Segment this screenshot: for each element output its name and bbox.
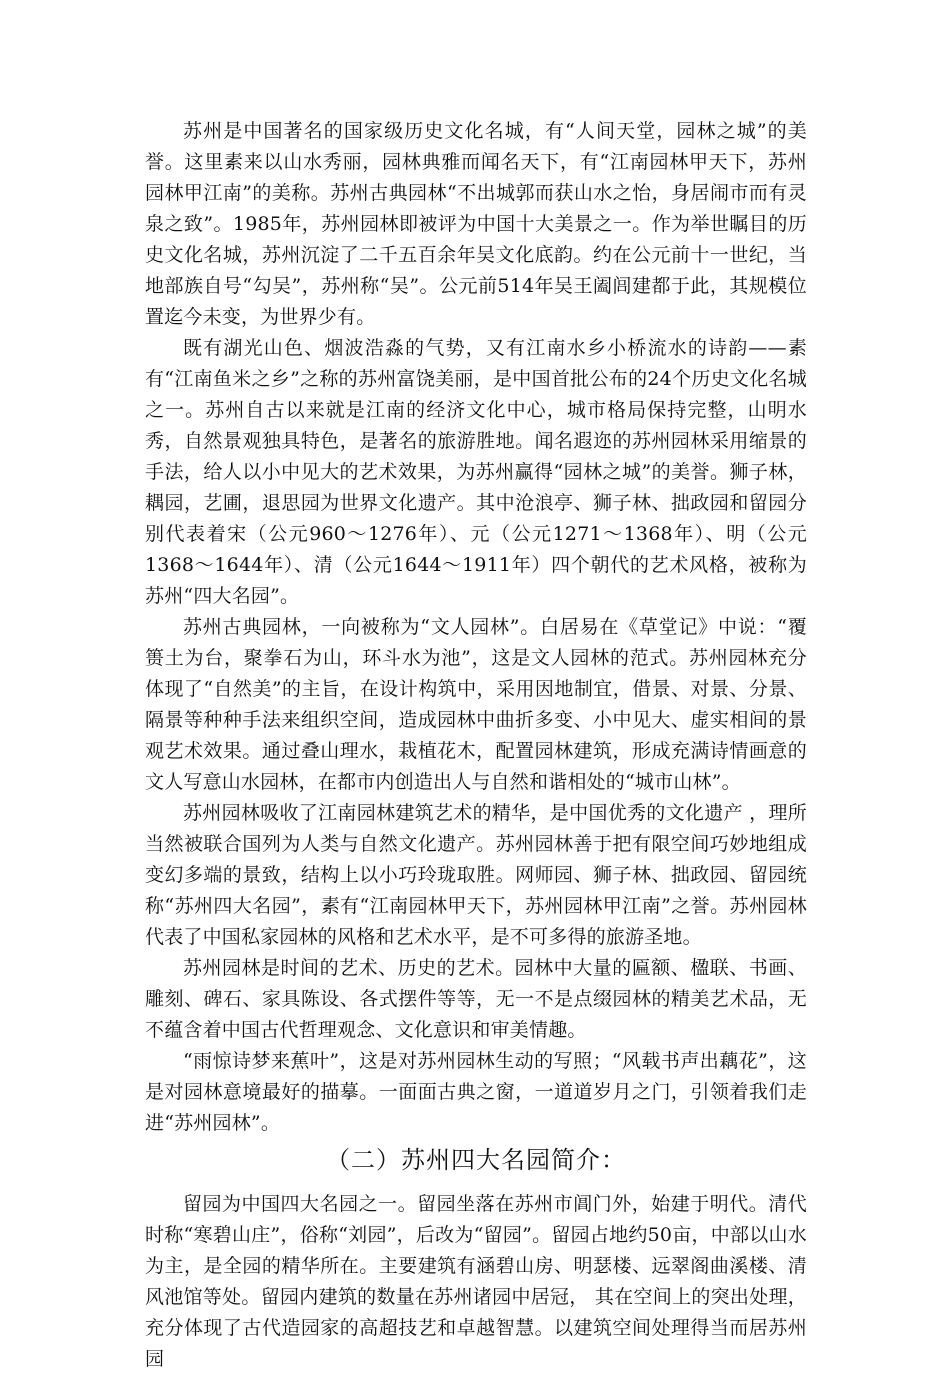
art-paragraph: 苏州园林是时间的艺术、历史的艺术。园林中大量的匾额、楹联、书画、雕刻、碑石、家具陈设、各式摆件等等，无一不是点缀园林的精美艺术品，无不蕴含着中国古代哲理观念、文化意识和审美情趣。	[145, 957, 807, 1041]
poetry-paragraph: “雨惊诗梦来蕉叶”，这是对苏州园林生动的写照；“风载书声出藕花”，这是对园林意境最好的描摹。一面面古典之窗，一道道岁月之门，引领着我们走进“苏州园林”。	[145, 1050, 807, 1134]
heritage-paragraph: 苏州园林吸收了江南园林建筑艺术的精华，是中国优秀的文化遗产 ，理所当然被联合国列为人类与自然文化遗产。苏州园林善于把有限空间巧妙地组成变幻多端的景致，结构上以小巧玲珑取胜。网师园、狮子林、拙政园、留园统称“苏州四大名园”，素有“江南园林甲天下，苏州园林甲江南”之誉。苏州园林代表了中国私家园林的风格和艺术水平，是不可多得的旅游圣地。	[145, 802, 807, 948]
intro-paragraph: 苏州是中国著名的国家级历史文化名城，有“人间天堂，园林之城”的美誉。这里素来以山水秀丽，园林典雅而闻名天下，有“江南园林甲天下，苏州园林甲江南”的美称。苏州古典园林“不出城郭而获山水之怡，身居闹市而有灵泉之致”。1985年，苏州园林即被评为中国十大美景之一。作为举世瞩目的历史文化名城，苏州沉淀了二千五百余年吴文化底韵。约在公元前十一世纪，当地部族自号“勾吴”，苏州称“吴”。公元前514年吴王阖闾建都于此，其规模位置迄今未变，为世界少有。	[145, 120, 807, 328]
document-page	[145, 116, 807, 1375]
section-heading: （二）苏州四大名园简介：	[326, 1146, 626, 1174]
scenery-paragraph: 既有湖光山色、烟波浩淼的气势，又有江南水乡小桥流水的诗韵——素有“江南鱼米之乡”之称的苏州富饶美丽，是中国首批公布的24个历史文化名城之一。苏州自古以来就是江南的经济文化中心，城市格局保持完整，山明水秀，自然景观独具特色，是著名的旅游胜地。闻名遐迩的苏州园林采用缩景的手法，给人以小中见大的艺术效果，为苏州赢得“园林之城”的美誉。狮子林，耦园，艺圃，退思园为世界文化遗产。其中沧浪亭、狮子林、拙政园和留园分别代表着宋（公元960～1276年）、元（公元1271～1368年）、明（公元1368～1644年）、清（公元1644～1911年）四个朝代的艺术风格，被称为苏州“四大名园”。	[145, 337, 807, 607]
liuyuan-paragraph: 留园为中国四大名园之一。留园坐落在苏州市阊门外，始建于明代。清代时称“寒碧山庄”，俗称“刘园”，后改为“留园”。留园占地约50亩，中部以山水为主，是全园的精华所在。主要建筑有涵碧山房、明瑟楼、远翠阁曲溪楼、清风池馆等处。留园内建筑的数量在苏州诸园中居冠， 其在空间上的突出处理，充分体现了古代造园家的高超技艺和卓越智慧。以建筑空间处理得当而居苏州园	[145, 1193, 807, 1370]
literati-garden-paragraph: 苏州古典园林，一向被称为“文人园林”。白居易在《草堂记》中说：“覆篑土为台，聚拳石为山，环斗水为池”，这是文人园林的范式。苏州园林充分体现了“自然美”的主旨，在设计构筑中，采用因地制宜，借景、对景、分景、隔景等种种手法来组织空间，造成园林中曲折多变、小中见大、虚实相间的景观艺术效果。通过叠山理水，栽植花木，配置园林建筑，形成充满诗情画意的文人写意山水园林，在都市内创造出人与自然和谐相处的“城市山林”。	[145, 616, 807, 793]
